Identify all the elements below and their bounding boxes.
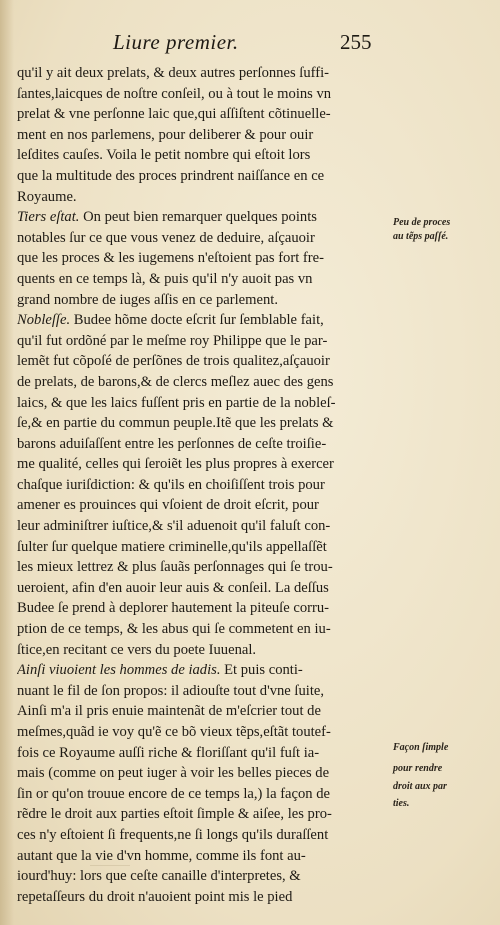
margin-note: pour rendre xyxy=(393,763,443,774)
text-line: prelat & vne perſonne laic que,qui aſſiſtent cõtinuelle- xyxy=(17,106,331,123)
text-line: ption de ce temps, & les abus qui ſe commetent en iu- xyxy=(17,621,331,638)
text-line: quents en ce temps là, & puis qu'il n'y auoit pas vn xyxy=(17,270,313,287)
text-line: Ainſi m'a il pris enuie maintenãt de m'eſcrier tout de xyxy=(17,703,321,720)
text-line: fois ce Royaume auſſi riche & floriſſant qu'il fuſt ia- xyxy=(17,744,320,761)
margin-note: droit aux par xyxy=(393,781,447,792)
text-line: ueroient, afin d'en auoir leur auis & conſeil. La deſſus xyxy=(17,579,329,596)
text-line: iourd'huy: lors que ceſte canaille d'interpretes, & xyxy=(17,868,301,885)
text-line: notables ſur ce que vous venez de deduire, aſçauoir xyxy=(17,229,315,246)
text-line: repetaſſeurs du droit n'auoient point mis le pied xyxy=(17,888,293,905)
text-line: Budee ſe prend à deplorer hautement la piteuſe corru- xyxy=(17,600,330,617)
text-line: nuant le fil de ſon propos: il adiouſte tout d'vne ſuite, xyxy=(17,682,325,699)
text-line: meſmes,quãd ie voy qu'ẽ ce bõ vieux tẽps,eſtãt toutef- xyxy=(17,724,331,740)
margin-note: au tẽps paſſé. xyxy=(393,231,449,242)
text-line: que les proces & les iugemens n'eſtoient pas fort fre- xyxy=(17,250,324,267)
paper-mark xyxy=(90,865,130,866)
text-line: qu'il y ait deux prelats, & deux autres perſonnes ſuffi- xyxy=(17,65,329,81)
text-line: ſulter ſur quelque matiere criminelle,qu'ils appellaſſẽt xyxy=(17,538,327,555)
text-line: me qualité, celles qui ſeroiẽt les plus propres à exercer xyxy=(17,456,334,473)
verse-quote: Ainſi viuoient les hommes de iadis. xyxy=(17,662,221,679)
text-line: qu'il fut ordõné par le meſme roy Philippe que le par- xyxy=(17,332,328,349)
text-line: les mieux lettrez & plus ſauãs perſonnages qui ſe trou- xyxy=(17,559,333,576)
text-line: mais (comme on peut iuger à voir les belles pieces de xyxy=(17,765,330,782)
text-line: amener es prouinces qui vſoient de droit eſcrit, pour xyxy=(17,497,319,514)
text-line: Ainſi viuoient les hommes de iadis. Et puis conti- xyxy=(17,662,303,679)
text-line: ſe,& en partie du commun peuple.Itẽ que les prelats & xyxy=(17,415,334,432)
text-line: leſdites cauſes. Voila le petit nombre qui eſtoit lors xyxy=(17,147,311,164)
text-line: de prelats, de barons,& de clercs meſlez auec des gens xyxy=(17,373,334,390)
body-text xyxy=(17,63,389,907)
text-line: ſtice,en recitant ce vers du poete Iuuenal. xyxy=(17,641,257,658)
margin-note: Façon ſimple xyxy=(393,742,449,753)
text-line: autant que la vie d'vn homme, comme ils font au- xyxy=(17,847,306,864)
text-line: barons aduiſaſſent entre les perſonnes de ceſte troiſie- xyxy=(17,435,327,452)
text-line: laics, & que les laics fuſſent pris en partie de la nobleſ- xyxy=(17,394,336,411)
text-line: rẽdre le droit aux parties eſtoit ſimple & aiſee, les pro- xyxy=(17,806,332,823)
text-line: chaſque iuriſdiction: & qu'ils en choiſiſſent trois pour xyxy=(17,476,325,493)
text-line: Tiers eſtat. On peut bien remarquer quelques points xyxy=(17,209,317,226)
running-title: Liure premier. xyxy=(113,30,239,54)
text-line: que la multitude des proces prindrent naiſſance en ce xyxy=(17,167,325,184)
margin-note: ties. xyxy=(393,798,410,809)
text-line: grand nombre de iuges aſſis en ce parlement. xyxy=(17,291,278,308)
page-number: 255 xyxy=(340,30,372,54)
speaker-label: Tiers eſtat. xyxy=(17,209,80,226)
text-line: Nobleſſe. Budee hõme docte eſcrit ſur ſemblable fait, xyxy=(17,312,324,329)
text-line: ſantes,laicques de noſtre conſeil, ou à tout le moins vn xyxy=(17,85,332,102)
margin-note: Peu de proces xyxy=(393,217,451,228)
text-line: leur adminiſtrer iuſtice,& s'il aduenoit qu'il faluſt con- xyxy=(17,518,331,535)
text-line: lemẽt fut cõpoſé de perſõnes de trois qualitez,aſçauoir xyxy=(17,353,330,370)
text-line: ſin or qu'on trouue encore de ce temps la,) la façon de xyxy=(17,785,331,802)
text-line: Royaume. xyxy=(17,188,77,205)
page-header xyxy=(0,30,500,60)
text-line: ces n'y eſtoient ſi frequents,ne ſi longs qu'ils duraſſent xyxy=(17,826,329,843)
page-gutter-shadow xyxy=(0,0,14,925)
text-line: ment en nos parlemens, pour deliberer & pour ouir xyxy=(17,126,314,143)
speaker-label: Nobleſſe. xyxy=(17,312,71,329)
